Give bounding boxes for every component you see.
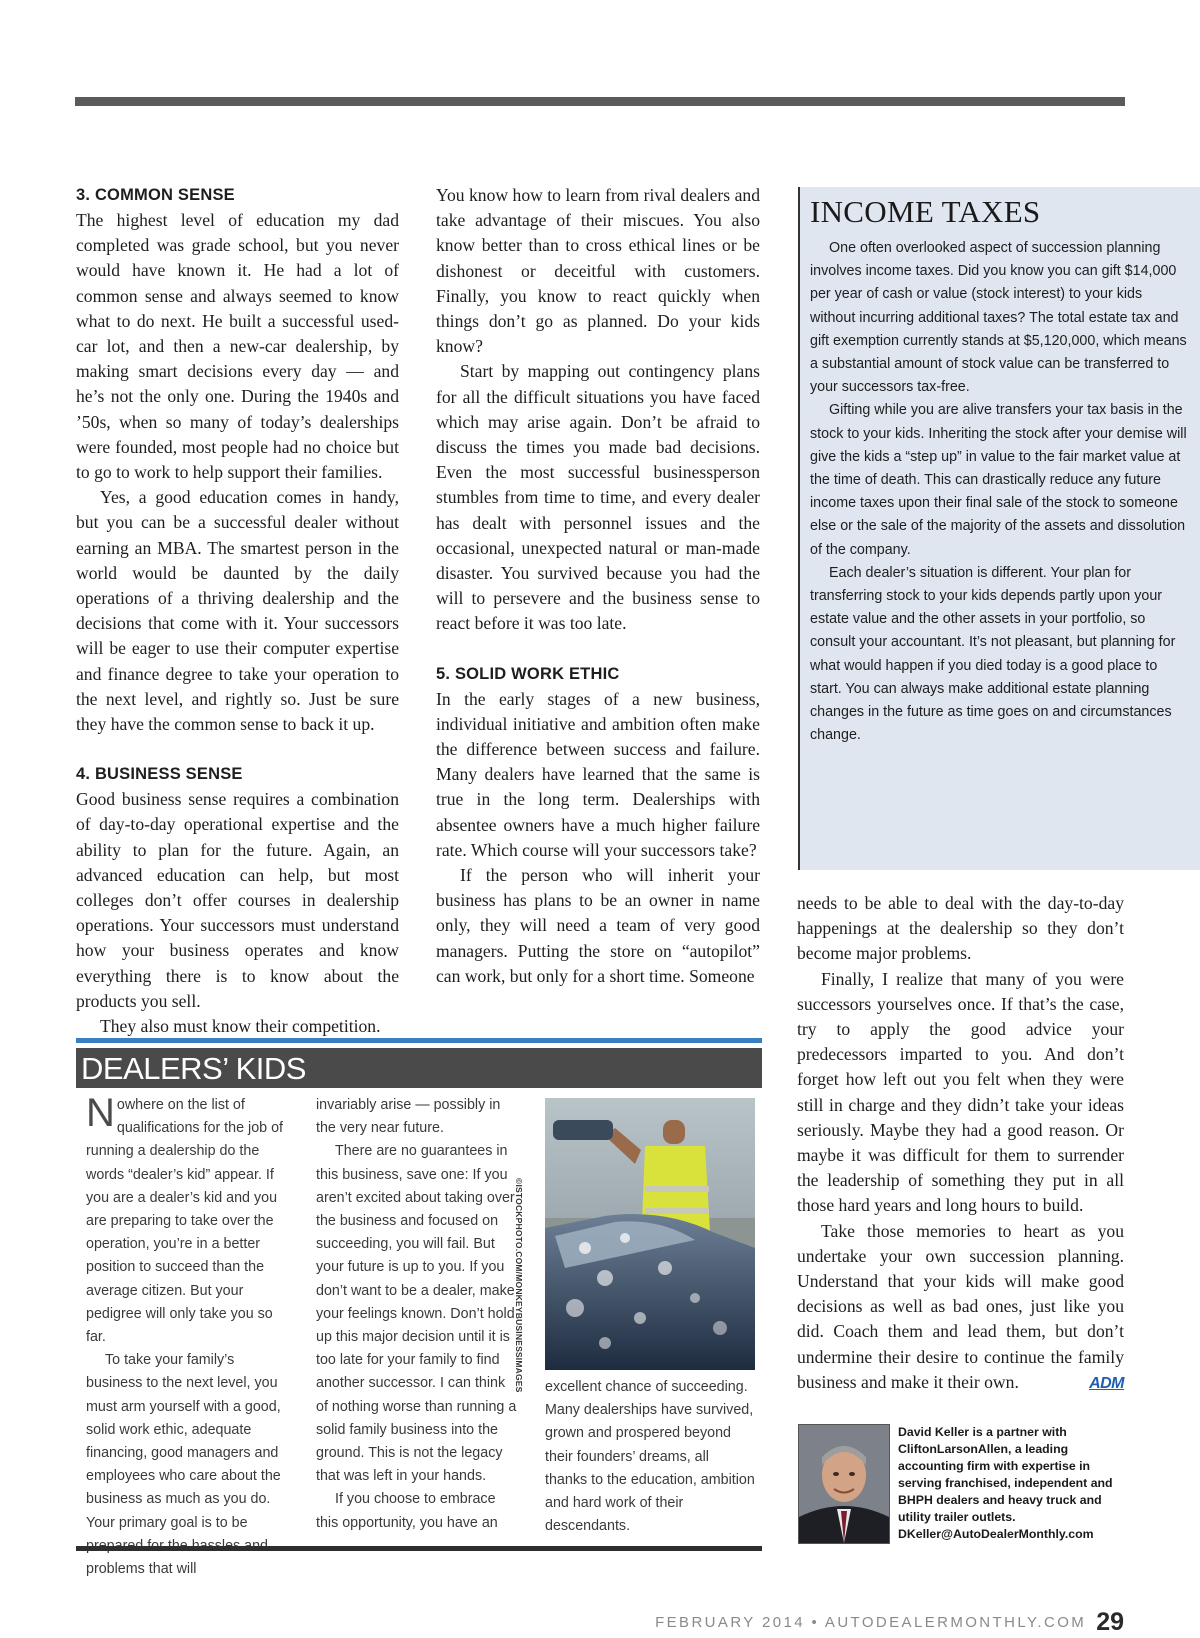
adm-end-mark: ADM <box>1089 1374 1124 1392</box>
sidebar-paragraph: Each dealer’s situation is different. Your plan for transferring stock to your kids depends partly upon your estate value and the other assets in your portfolio, so consult your accountant. It’s not pleasant, but planning for what would happen if you died today is a good place to start. You can always make additional estate planning changes in the future as time goes on and circumstances change. <box>810 564 1176 744</box>
paragraph-text: owhere on the list of qualifications for the job of running a dealership do the words “dealer’s kid” appear. If you are a dealer’s kid and you are preparing to take over the operation, you’re in a better position to succeed than the average citizen. But your pedigree will only take you so far. <box>86 1097 283 1346</box>
box-title-bar <box>76 1048 762 1088</box>
box-column-2 <box>316 1094 521 1535</box>
paragraph: To take your family’s business to the next level, you must arm yourself with a good, solid work ethic, adequate financing, good managers and employees who care about the business as much as you do. Your primary goal is to be problems that will <box>86 1352 281 1578</box>
page-number: 29 <box>1096 1608 1124 1636</box>
paragraph-text: Take those memories to heart as you undertake your own succession planning. Understand that your kids will make good decisions as well as bad ones, just like you did. Coach them and lead them, but don’t undermine their desire to continue the family business and make it their own. <box>797 1220 1124 1392</box>
drop-cap: N <box>86 1091 115 1135</box>
car-wash-photo <box>545 1098 755 1370</box>
paragraph: excellent chance of succeeding. Many dealerships have survived, grown and prospered beyond their founders’ dreams, all thanks to the education, ambition and hard work of their descendants. <box>545 1379 755 1535</box>
section-heading-solid-work-ethic: 5. SOLID WORK ETHIC <box>436 664 620 683</box>
section-heading-business-sense: 4. BUSINESS SENSE <box>76 765 243 784</box>
article-column-1 <box>76 183 399 1039</box>
paragraph: Start by mapping out contingency plans for all the difficult situations you have faced which may arise again. Don’t be afraid to discuss the times you made bad decisions. Even the most successful businessperson stumbles from time to time, and every dealer has dealt with personnel issues and the occasional, unexpected natural or man-made disaster. You survived because you had the will to persevere and the business sense to react before it was too late. <box>436 361 760 634</box>
photo-credit <box>516 1178 532 1428</box>
sidebar-paragraph: Gifting while you are alive transfers your tax basis in the stock to your kids. Inheriting the stock after your demise will give the kids a “step up” in value to the fair market value at the time of death. This can drastically reduce any future income taxes upon their final sale of the stock to someone else or the sale of the majority of the assets and dissolution of the company. <box>810 402 1187 558</box>
page-footer <box>655 1608 1124 1637</box>
dealers-kids-box <box>76 1038 762 1578</box>
paragraph: Good business sense requires a combination of day-to-day operational expertise and the ability to plan for the future. Again, an advanced education can help, but most colleges don’t offer courses in dealership operations. Your successors must understand how your business operates and know everything there is to know about the products you sell. <box>76 789 399 1011</box>
photo-credit-text: ©ISTOCKPHOTO.COM/MONKEYBUSINESSIMAGES <box>514 1178 524 1393</box>
paragraph: There are no guarantees in this business, save one: If you aren’t excited about taking over the business and focused on succeeding, you will fail. But your future is up to you. If you don’t want to be a dealer, make your feelings known. Don’t hold up this major decision until it is too late for your family to find another successor. I can think of nothing worse than running a solid family business into the ground. This is not the legacy that was left in your hands. <box>316 1143 517 1485</box>
paragraph: Finally, I realize that many of you were successors yourselves once. If that’s the case, try to apply the good advice your predecessors imparted to you. And don’t forget how left out you felt when they were still in charge and they didn’t take your ideas seriously. Maybe they had a good reason. Or maybe it was difficult for them to surrender the leadership of something they put in all those hard years and long hours to build. <box>797 968 1124 1216</box>
box-bottom-rule <box>76 1546 762 1551</box>
box-column-1 <box>86 1091 286 1581</box>
paragraph: If the person who will inherit your business has plans to be an owner in name only, they will need a team of very good managers. Putting the store on “autopilot” can work, but only for a short time. Someone <box>436 865 760 986</box>
paragraph: The highest level of education my dad completed was grade school, but you never would have known it. He had a lot of common sense and always seemed to know what to do next. He built a successful used-car lot, and then a new-car dealership, by making smart decisions every day — and he’s not the only one. During the 1940s and ’50s, when so many of today’s dealerships were founded, most people had no choice but to go to work to help support their families. <box>76 210 399 483</box>
box-top-rule <box>76 1038 762 1043</box>
paragraph: invariably arise — possibly in the very near future. <box>316 1097 501 1137</box>
article-column-3 <box>797 891 1124 1396</box>
income-taxes-sidebar <box>798 187 1200 870</box>
article-column-2 <box>436 183 760 989</box>
footer-issue-text: FEBRUARY 2014 • AUTODEALERMONTHLY.COM <box>655 1614 1087 1631</box>
paragraph: Yes, a good education comes in handy, but you can be a successful dealer without earning an MBA. The smartest person in the world would be daunted by the daily operations of a thriving dealership and the decisions that come with it. Your successors will be eager to use their computer expertise and finance degree to take your operation to the next level, and rightly so. Just be sure they have the common sense to back it up. <box>76 487 399 735</box>
author-bio-text: David Keller is a partner with CliftonLarsonAllen, a leading accounting firm with expertise in serving franchised, independent and BHPH dealers and heavy truck and utility trailer outlets. <box>898 1425 1113 1524</box>
author-email: DKeller@AutoDealerMonthly.com <box>898 1527 1094 1541</box>
sidebar-title: INCOME TAXES <box>810 194 1041 229</box>
author-bio <box>898 1424 1124 1543</box>
top-rule <box>75 97 1125 106</box>
paragraph: You know how to learn from rival dealers and take advantage of their miscues. You also know better than to cross ethical lines or be dishonest or deceitful with customers. Finally, you know to react quickly when things don’t go as planned. Do your kids know? <box>436 185 760 357</box>
sidebar-paragraph: One often overlooked aspect of succession planning involves income taxes. Did you know you can gift $14,000 per year of cash or value (stock interest) to your kids without incurring additional taxes? The total estate tax and gift exemption currently stands at $5,120,000, which means a substantial amount of stock value can be transferred to your successors tax-free. <box>810 240 1187 396</box>
paragraph: They also must know their competition. <box>100 1016 381 1037</box>
box-column-3 <box>545 1376 755 1538</box>
paragraph <box>797 1219 1124 1395</box>
author-photo <box>798 1424 890 1544</box>
paragraph: If you choose to embrace this opportunity, you have an <box>316 1491 498 1531</box>
box-title: DEALERS’ KIDS <box>81 1051 306 1086</box>
paragraph: needs to be able to deal with the day-to-day happenings at the dealership so they don’t become major problems. <box>797 893 1124 964</box>
section-heading-common-sense: 3. COMMON SENSE <box>76 186 235 204</box>
paragraph: In the early stages of a new business, individual initiative and ambition often make the difference between success and failure. Many dealers have learned that the same is true in the long term. Dealerships with absentee owners have a much higher failure rate. Which course will your successors take? <box>436 688 760 860</box>
